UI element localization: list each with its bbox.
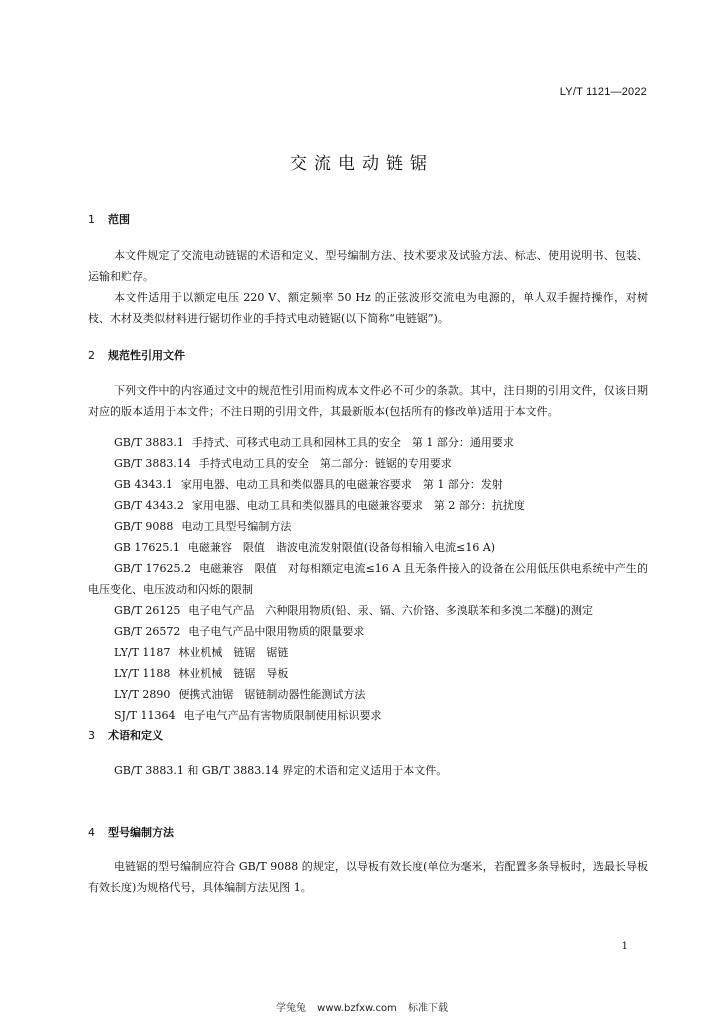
reference-item — [88, 432, 648, 453]
section-number: 4 — [88, 826, 95, 839]
section-3-heading — [88, 727, 163, 743]
reference-item — [88, 495, 648, 516]
section-1-paragraph-2: 本文件适用于以额定电压 220 V、额定频率 50 Hz 的正弦波形交流电为电源的，单人双手握持操作，对树枝、木材及类似材料进行锯切作业的手持式电动链锯(以下简称“电链锯”)。 — [88, 291, 648, 325]
reference-title: 林业机械 链锯 锯链 — [178, 646, 289, 659]
reference-item — [88, 642, 648, 663]
section-number: 2 — [88, 349, 95, 362]
section-number: 1 — [88, 213, 95, 226]
footer-site-name: 学兔兔 — [275, 1003, 306, 1014]
reference-title: 林业机械 链锯 导板 — [178, 667, 289, 680]
section-4-paragraph-1: 电链锯的型号编制应符合 GB/T 9088 的规定，以导板有效长度(单位为毫米，若配置多条导板时，选最长导板有效长度)为规格代号，具体编制方法见图 1。 — [88, 860, 648, 894]
reference-title: 电子电气产品中限用物质的限量要求 — [188, 625, 365, 638]
section-1-paragraph-1: 本文件规定了交流电动链锯的术语和定义、型号编制方法、技术要求及试验方法、标志、使用说明书、包装、运输和贮存。 — [88, 249, 648, 283]
reference-code: LY/T 1188 — [114, 667, 171, 680]
reference-code: LY/T 1187 — [114, 646, 171, 659]
standard-code: LY/T 1121—2022 — [559, 86, 647, 98]
section-2-heading — [88, 347, 185, 363]
reference-item — [88, 621, 648, 642]
footer-url[interactable]: www.bzfxw.com — [317, 1003, 397, 1014]
reference-code: GB/T 17625.2 — [114, 562, 191, 575]
reference-code: GB 17625.1 — [114, 541, 180, 554]
reference-title: 手持式电动工具的安全 第二部分：链锯的专用要求 — [198, 457, 452, 470]
reference-code: GB/T 3883.1 — [114, 436, 184, 449]
reference-item — [88, 684, 648, 705]
reference-code: GB/T 9088 — [114, 520, 174, 533]
reference-item — [88, 558, 648, 600]
reference-code: GB/T 4343.2 — [114, 499, 184, 512]
reference-title: 手持式、可移式电动工具和园林工具的安全 第 1 部分：通用要求 — [191, 436, 514, 449]
reference-code: LY/T 2890 — [114, 688, 171, 701]
reference-title: 电子电气产品 六种限用物质(铅、汞、镉、六价铬、多溴联苯和多溴二苯醚)的测定 — [188, 604, 593, 617]
section-title: 范围 — [108, 213, 130, 226]
section-title: 型号编制方法 — [108, 826, 174, 839]
reference-item — [88, 705, 648, 726]
section-title: 术语和定义 — [108, 729, 163, 742]
reference-title: 电子电气产品有害物质限制使用标识要求 — [183, 709, 382, 722]
reference-item — [88, 663, 648, 684]
section-number: 3 — [88, 729, 95, 742]
reference-code: GB/T 3883.14 — [114, 457, 191, 470]
reference-title: 电动工具型号编制方法 — [181, 520, 292, 533]
reference-title: 电磁兼容 限值 对每相额定电流≤16 A 且无条件接入的设备在公用低压供电系统中产生的电压变化、电压波动和闪烁的限制 — [88, 562, 648, 596]
reference-code: GB/T 26572 — [114, 625, 181, 638]
footer-tagline: 标准下载 — [408, 1003, 448, 1014]
page-number: 1 — [621, 941, 628, 952]
reference-item — [88, 600, 648, 621]
section-3-paragraph-1: GB/T 3883.1 和 GB/T 3883.14 界定的术语和定义适用于本文件。 — [114, 764, 448, 777]
reference-item — [88, 474, 648, 495]
document-title: 交流电动链锯 — [290, 154, 434, 174]
section-1-heading — [88, 211, 130, 227]
reference-title: 家用电器、电动工具和类似器具的电磁兼容要求 第 1 部分：发射 — [180, 478, 503, 491]
reference-title: 电磁兼容 限值 谐波电流发射限值(设备每相输入电流≤16 A) — [187, 541, 496, 554]
section-2-paragraph-1: 下列文件中的内容通过文中的规范性引用而构成本文件必不可少的条款。其中，注日期的引用文件，仅该日期对应的版本适用于本文件；不注日期的引用文件，其最新版本(包括所有的修改单)适用于本文件。 — [88, 384, 648, 418]
reference-code: GB/T 26125 — [114, 604, 181, 617]
section-title: 规范性引用文件 — [108, 349, 185, 362]
section-4-heading — [88, 824, 174, 840]
reference-code: GB 4343.1 — [114, 478, 173, 491]
reference-item — [88, 453, 648, 474]
reference-item — [88, 516, 648, 537]
footer-watermark — [0, 999, 724, 1014]
normative-references-list — [88, 432, 648, 726]
reference-code: SJ/T 11364 — [114, 709, 176, 722]
reference-title: 便携式油锯 锯链制动器性能测试方法 — [178, 688, 366, 701]
reference-item — [88, 537, 648, 558]
reference-title: 家用电器、电动工具和类似器具的电磁兼容要求 第 2 部分：抗扰度 — [191, 499, 525, 512]
